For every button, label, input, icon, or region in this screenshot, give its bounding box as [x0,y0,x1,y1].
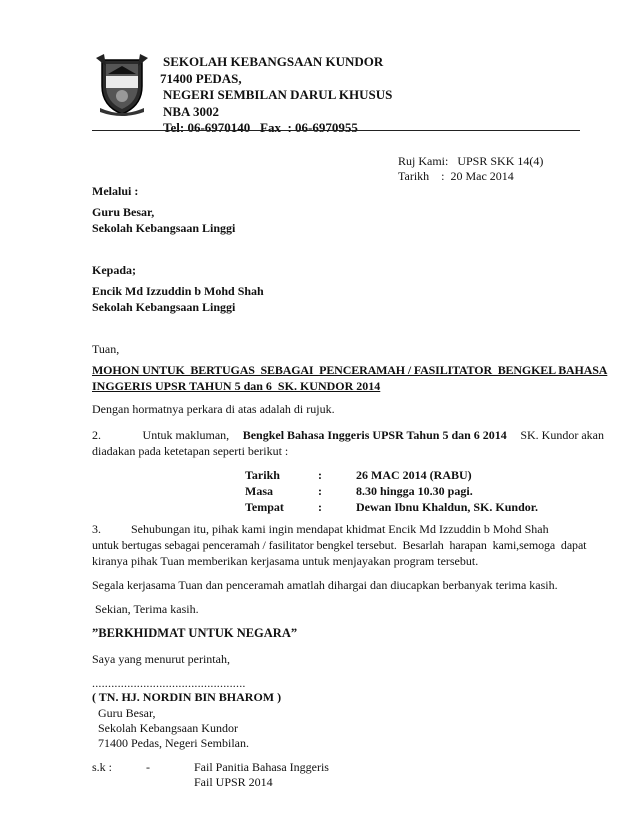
school-state: NEGERI SEMBILAN DARUL KHUSUS [163,87,393,102]
detail-time-label: Masa [245,484,273,498]
school-name: SEKOLAH KEBANGSAAN KUNDOR [163,54,384,69]
detail-time-value: 8.30 hingga 10.30 pagi. [356,484,473,498]
signatory-name: ( TN. HJ. NORDIN BIN BHAROM ) [92,690,282,704]
school-tel-fax: Tel: 06-6970140 Fax : 06-6970955 [163,120,358,135]
paragraph-3-number: 3. [92,522,101,536]
via-label: Melalui : [92,184,139,198]
school-nba: NBA 3002 [163,104,219,119]
detail-date-sep: : [318,468,322,482]
cc-dash: - [146,760,150,774]
signoff-line: Saya yang menurut perintah, [92,652,230,666]
motto: ”BERKHIDMAT UNTUK NEGARA” [92,626,298,640]
subject-line-2: INGGERIS UPSR TAHUN 5 dan 6 SK. KUNDOR 2014 [92,379,381,393]
detail-date-label: Tarikh [245,468,280,482]
school-crest-logo [94,52,150,118]
school-postcode-town: 71400 PEDAS, [160,71,242,86]
letterhead-divider [92,130,580,131]
cc-label: s.k : [92,760,113,774]
paragraph-1: Dengan hormatnya perkara di atas adalah di rujuk. [92,402,335,416]
via-line-2: Sekolah Kebangsaan Linggi [92,221,236,235]
cc-item-1: Fail Panitia Bahasa Inggeris [194,760,329,774]
paragraph-2-number: 2. [92,428,101,442]
detail-date-value: 26 MAC 2014 (RABU) [356,468,472,482]
detail-time-sep: : [318,484,322,498]
cc-item-2: Fail UPSR 2014 [194,775,273,789]
closing-line: Sekian, Terima kasih. [92,602,199,616]
paragraph-4: Segala kerjasama Tuan dan penceramah amatlah dihargai dan diucapkan berbanyak terima kasih. [92,578,558,592]
recipient-label: Kepada; [92,263,137,277]
salutation: Tuan, [92,342,120,356]
via-line-1: Guru Besar, [92,205,155,219]
recipient-name: Encik Md Izzuddin b Mohd Shah [92,284,264,298]
signatory-address: 71400 Pedas, Negeri Sembilan. [98,736,249,750]
paragraph-3-line-2: untuk bertugas sebagai penceramah / fasilitator bengkel tersebut. Besarlah harapan kami,semoga dapat [92,538,587,552]
signature-line: ................................................ [92,676,246,690]
letter-date: Tarikh : 20 Mac 2014 [398,169,514,183]
paragraph-2-pre: Untuk makluman, [142,428,230,442]
subject-line-1: MOHON UNTUK BERTUGAS SEBAGAI PENCERAMAH / FASILITATOR BENGKEL BAHASA [92,363,608,377]
signatory-title: Guru Besar, [98,706,156,720]
recipient-school: Sekolah Kebangsaan Linggi [92,300,236,314]
paragraph-2-line-2: diadakan pada ketetapan seperti berikut : [92,444,289,458]
paragraph-2-event: Bengkel Bahasa Inggeris UPSR Tahun 5 dan 6 2014 [242,428,507,442]
signatory-school: Sekolah Kebangsaan Kundor [98,721,238,735]
paragraph-2-post: SK. Kundor akan [520,428,604,442]
detail-venue-label: Tempat [245,500,284,514]
paragraph-3-line-1: Sehubungan itu, pihak kami ingin mendapat khidmat Encik Md Izzuddin b Mohd Shah [131,522,549,536]
paragraph-3-line-3: kiranya pihak Tuan memberikan kerjasama untuk menjayakan program tersebut. [92,554,479,568]
reference-number: Ruj Kami: UPSR SKK 14(4) [398,154,544,168]
paragraph-2-line-1 [92,429,604,441]
detail-venue-value: Dewan Ibnu Khaldun, SK. Kundor. [356,500,538,514]
detail-venue-sep: : [318,500,322,514]
